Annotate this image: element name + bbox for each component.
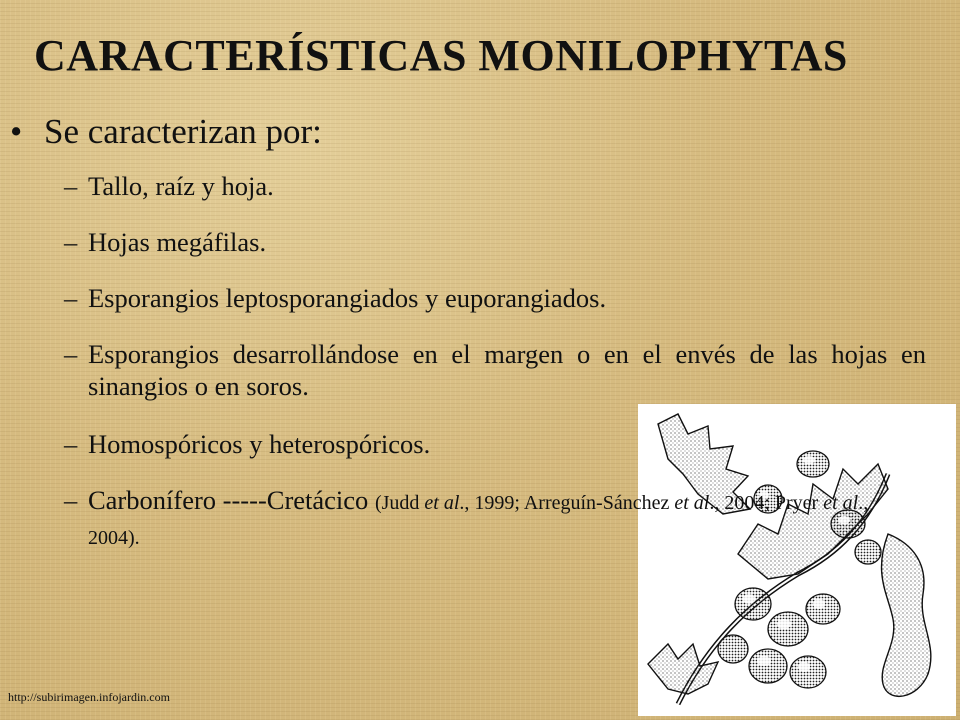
citation-italic: et al xyxy=(424,492,460,514)
list-item xyxy=(64,226,904,258)
list-item-text: Tallo, raíz y hoja. xyxy=(88,171,274,201)
dash-icon: – xyxy=(64,485,78,515)
citation-part: ., 1999; Arreguín-Sánchez xyxy=(459,492,675,514)
list-item xyxy=(64,170,904,202)
citation-italic: et al xyxy=(674,492,710,514)
intro-bullet xyxy=(10,112,322,152)
citation-part: ., 2004). xyxy=(88,492,869,549)
list-item xyxy=(64,484,924,554)
citation-part: ., 2004; Pryer xyxy=(709,492,824,514)
fern-sori-illustration xyxy=(638,404,956,716)
period-range: Carbonífero -----Cretácico xyxy=(88,485,369,515)
dash-icon: – xyxy=(64,227,78,257)
list-item xyxy=(64,282,904,314)
list-item xyxy=(64,338,926,402)
list-item-text: Homospóricos y heterospóricos. xyxy=(88,429,431,459)
citation-part: (Judd xyxy=(374,492,425,514)
list-item-text: Hojas megáfilas. xyxy=(88,227,267,257)
source-url: http://subirimagen.infojardin.com xyxy=(8,690,170,704)
bullet-icon: • xyxy=(10,112,23,151)
list-item-text: Esporangios leptosporangiados y euporangiados. xyxy=(88,283,607,313)
fern-sori-drawing-icon xyxy=(638,404,956,716)
list-item-text: Esporangios desarrollándose en el margen o en el envés de las hojas en sinangios o en soros. xyxy=(88,339,926,401)
dash-icon: – xyxy=(64,171,78,201)
dash-icon: – xyxy=(64,429,78,459)
intro-text: Se caracterizan por: xyxy=(44,112,322,151)
dash-icon: – xyxy=(64,283,78,313)
list-item-text xyxy=(64,484,924,554)
citation-italic: et al xyxy=(823,492,859,514)
slide-title: CARACTERÍSTICAS MONILOPHYTAS xyxy=(34,31,848,80)
dash-icon: – xyxy=(64,339,78,369)
